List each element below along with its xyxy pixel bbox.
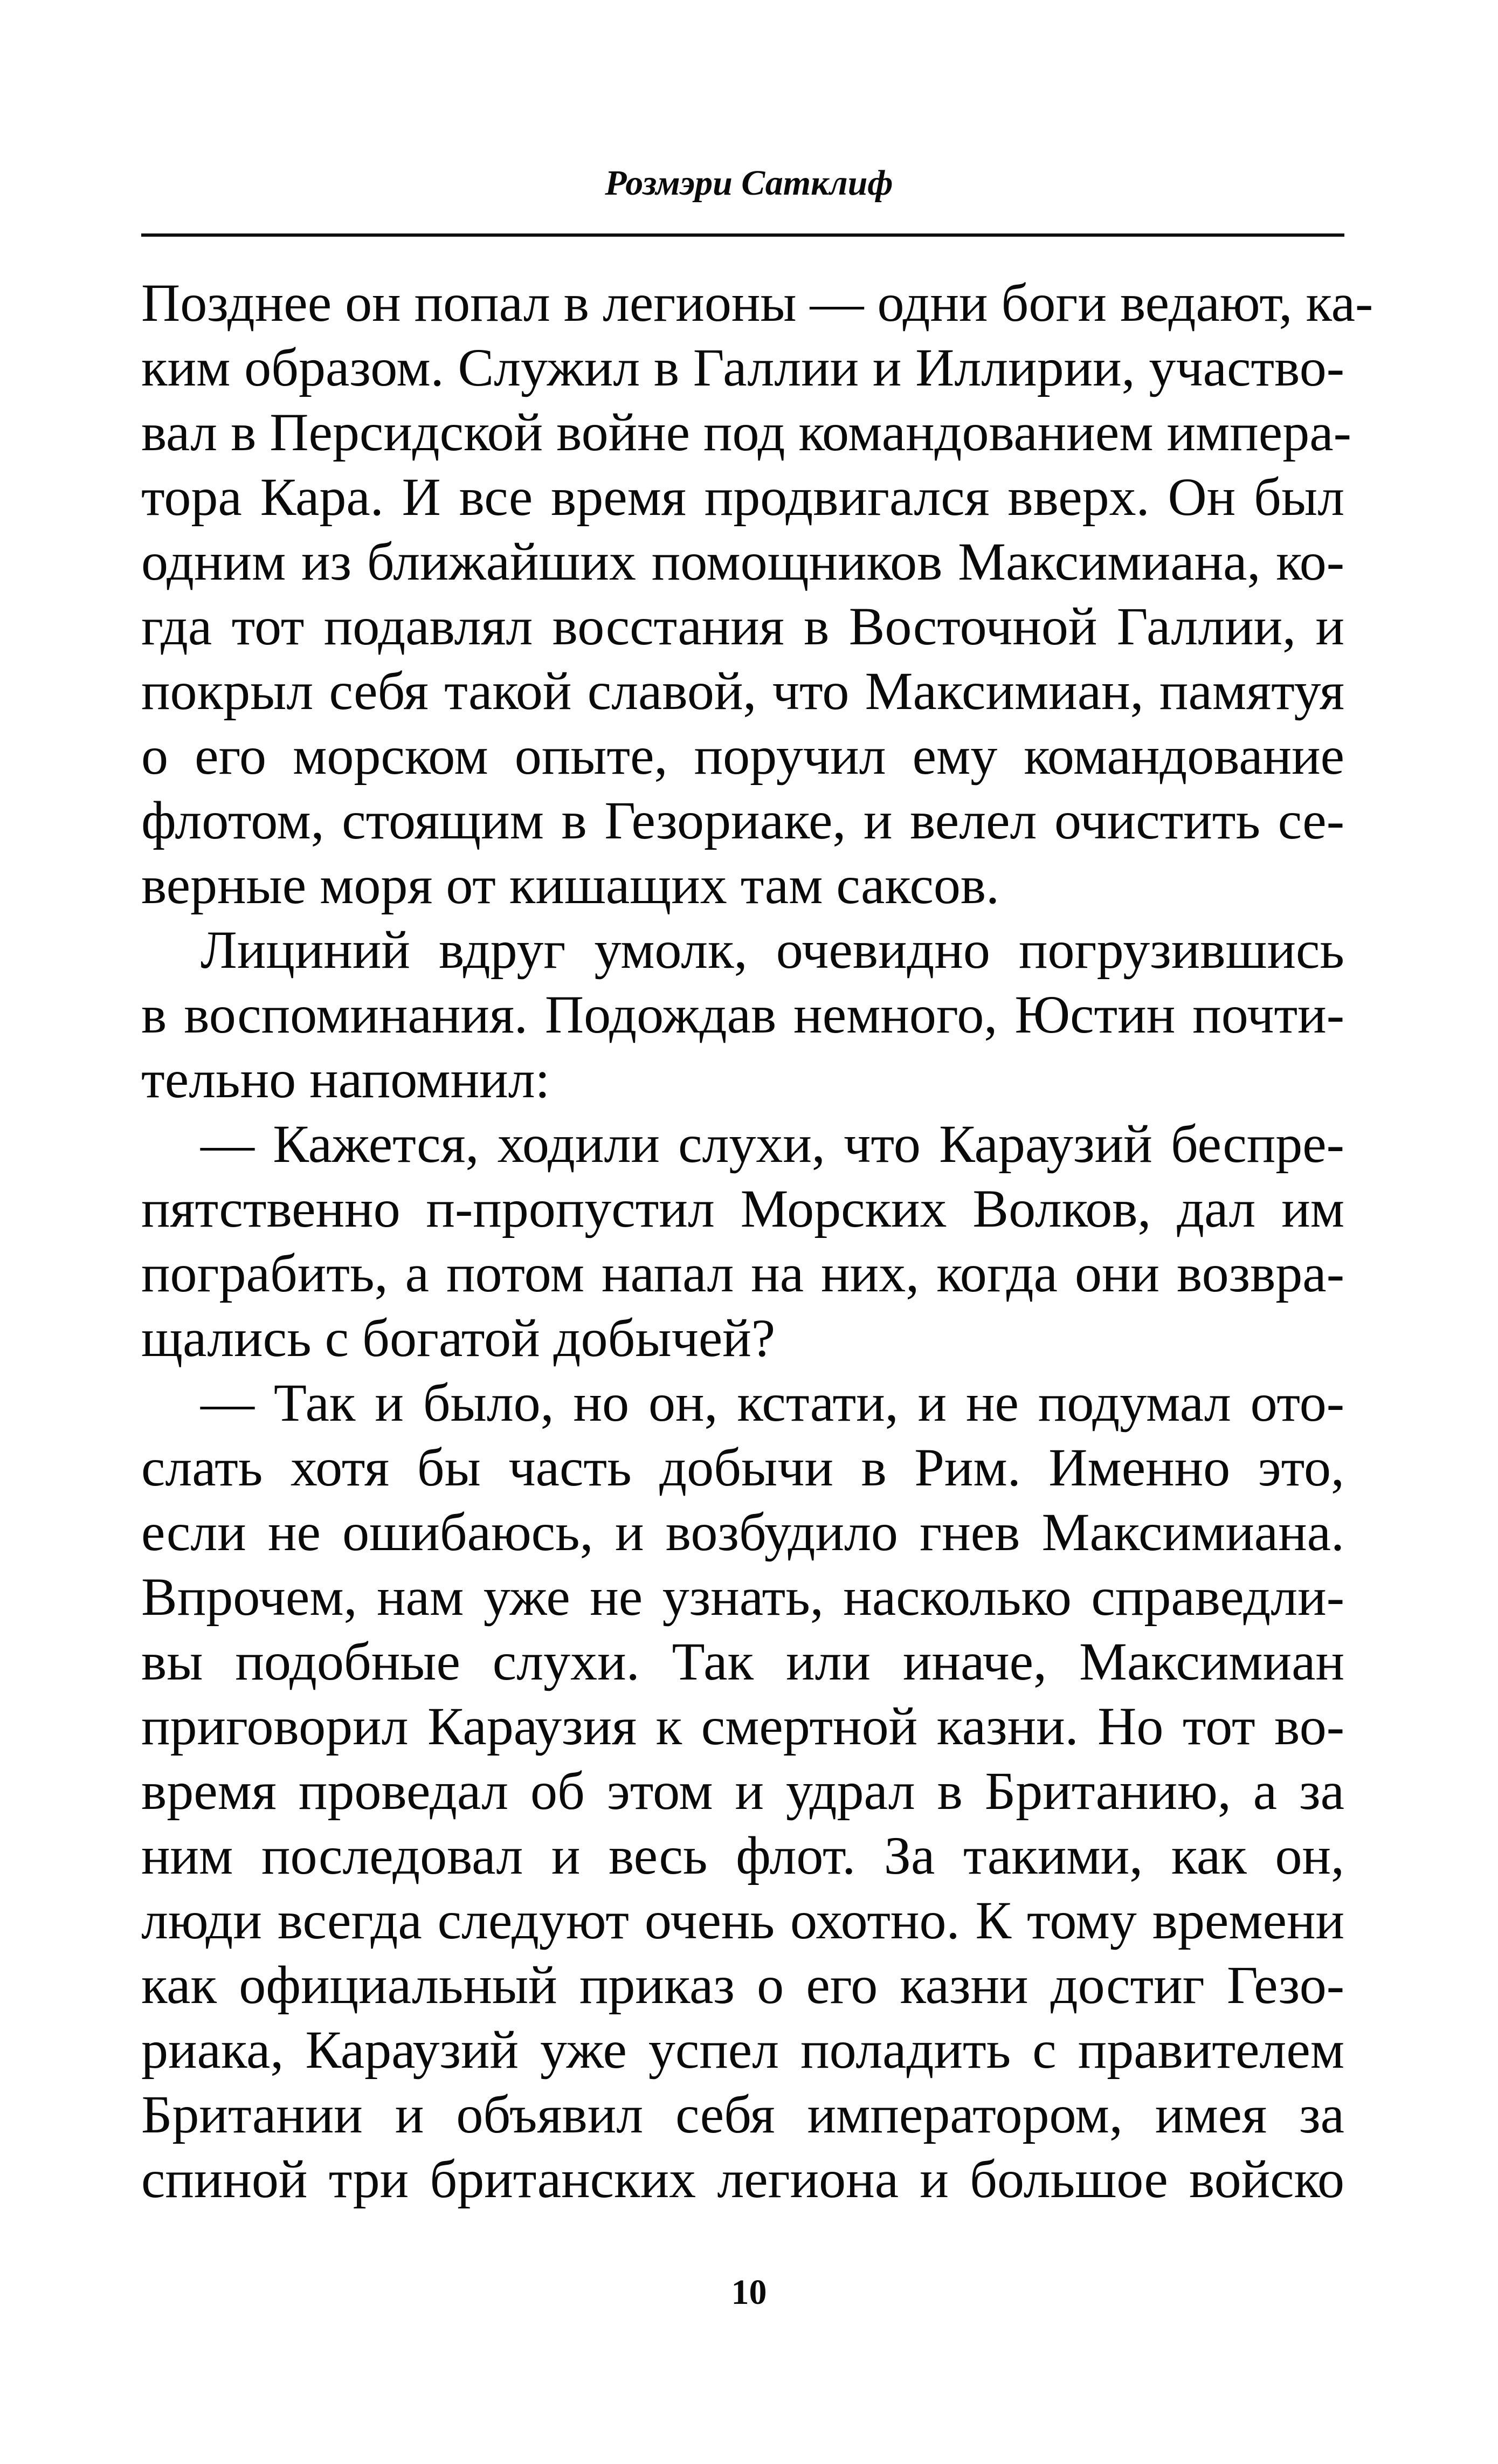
text-line: Лициний вдруг умолк, очевидно погрузившись [201, 920, 1344, 980]
text-line: щались с богатой добычей? [141, 1308, 776, 1368]
text-line: Впрочем, нам уже не узнать, насколько справедли- [141, 1567, 1344, 1627]
running-head-author: Розмэри Сатклиф [605, 163, 893, 203]
text-line: Британии и объявил себя императором, имея за [141, 2084, 1344, 2144]
text-line: приговорил Караузия к смертной казни. Но тот во- [141, 1696, 1344, 1756]
text-line: вал в Персидской войне под командованием импера- [141, 402, 1351, 462]
page-number: 10 [731, 2273, 767, 2312]
body-text [141, 271, 1373, 2212]
text-line: Позднее он попал в легионы — одни боги ведают, ка- [141, 273, 1373, 333]
text-line: покрыл себя такой славой, что Максимиан, памятуя [141, 661, 1344, 721]
text-line: тора Кара. И все время продвигался вверх. Он был [141, 467, 1344, 527]
text-line: пятственно п-пропустил Морских Волков, дал им [141, 1179, 1344, 1238]
text-line: ким образом. Служил в Галлии и Иллирии, участво- [141, 338, 1344, 397]
text-line: вы подобные слухи. Так или иначе, Максимиан [141, 1632, 1344, 1691]
text-line: тельно напомнил: [141, 1049, 550, 1109]
text-line: пограбить, а потом напал на них, когда они возвра- [141, 1243, 1344, 1303]
text-line: верные моря от кишащих там саксов. [141, 855, 1000, 915]
text-line: о его морском опыте, поручил ему командование [141, 726, 1344, 786]
text-line: как официальный приказ о его казни достиг Гезо- [141, 1955, 1344, 2015]
text-line: риака, Караузий уже успел поладить с правителем [141, 2020, 1344, 2080]
header-rule [141, 233, 1344, 237]
text-line: ним последовал и весь флот. За такими, как он, [141, 1826, 1344, 1885]
text-line: слать хотя бы часть добычи в Рим. Именно это, [141, 1437, 1344, 1497]
text-line: люди всегда следуют очень охотно. К тому времени [141, 1890, 1344, 1950]
text-line: одним из ближайших помощников Максимиана, ко- [141, 532, 1344, 591]
text-line: в воспоминания. Подождав немного, Юстин почти- [141, 985, 1344, 1044]
text-line: гда тот подавлял восстания в Восточной Галлии, и [141, 596, 1344, 656]
text-line: — Так и было, но он, кстати, и не подумал ото- [201, 1373, 1344, 1433]
text-line: флотом, стоящим в Гезориаке, и велел очистить се- [141, 790, 1344, 850]
text-line: время проведал об этом и удрал в Британию, а за [141, 1761, 1344, 1821]
text-line: спиной три британских легиона и большое войско [141, 2149, 1344, 2209]
text-line: — Кажется, ходили слухи, что Караузий беспре- [201, 1114, 1344, 1174]
text-line: если не ошибаюсь, и возбудило гнев Максимиана. [141, 1502, 1344, 1562]
